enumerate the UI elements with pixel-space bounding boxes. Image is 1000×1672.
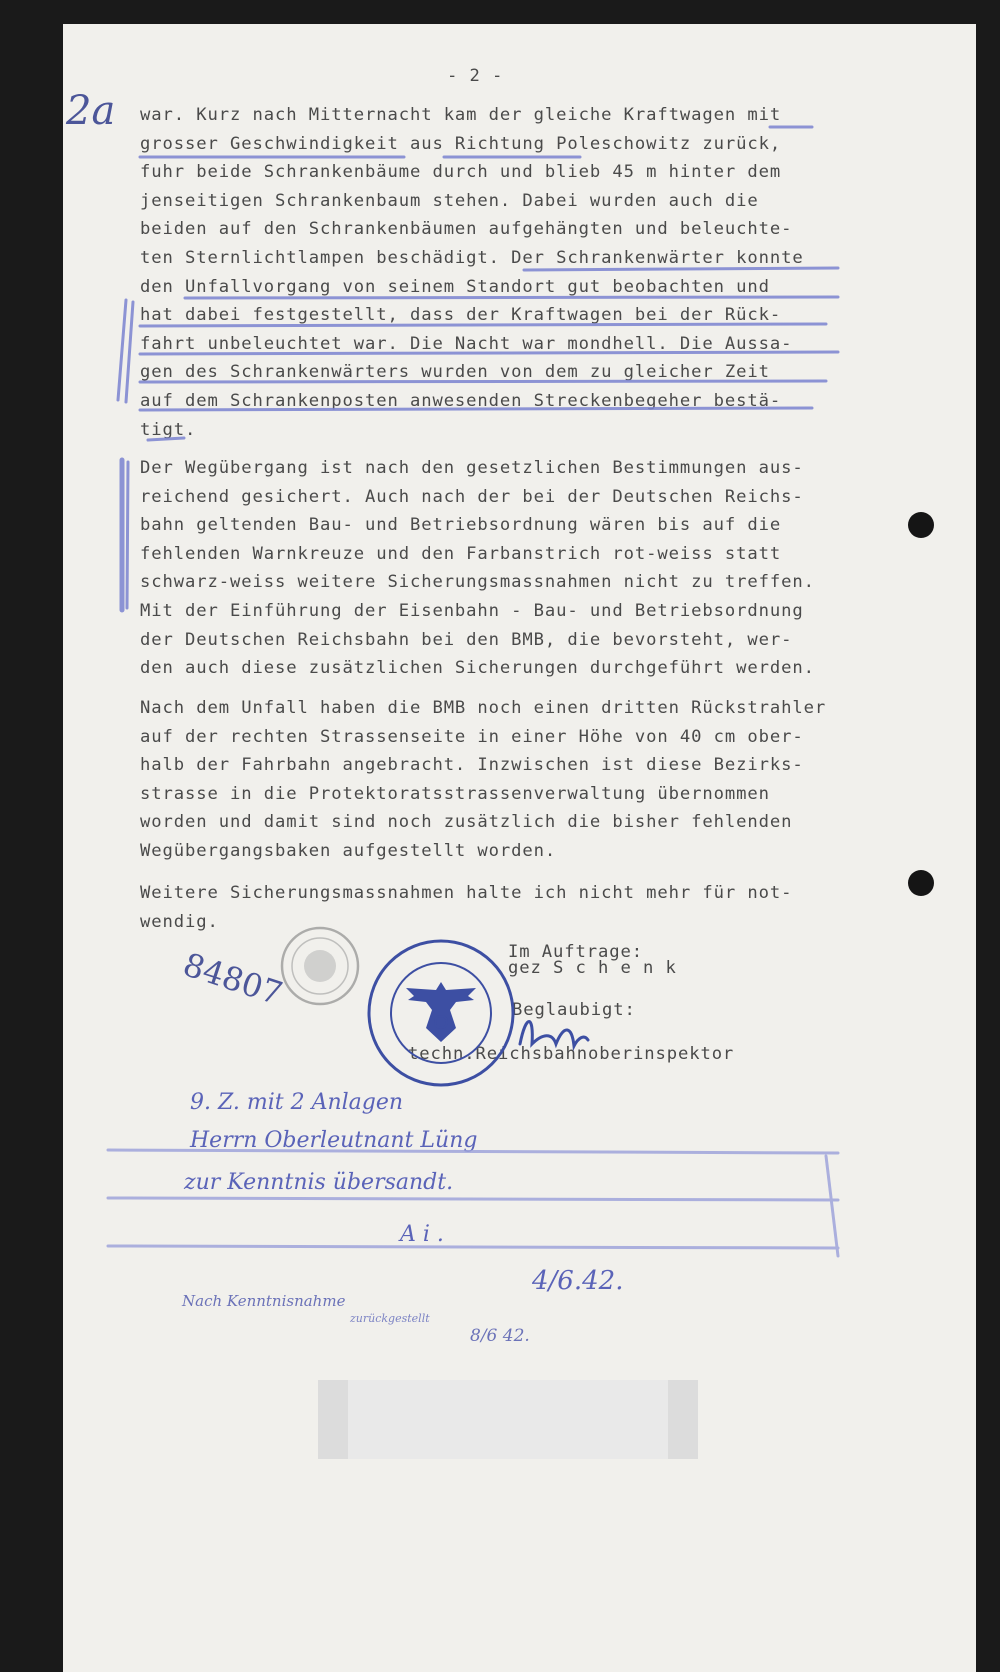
handwritten-line-2: Herrn Oberleutnant Lüng bbox=[190, 1128, 478, 1153]
handwritten-line-1: 9. Z. mit 2 Anlagen bbox=[190, 1090, 404, 1115]
handwritten-note-3: 8/6 42. bbox=[470, 1326, 530, 1346]
handwritten-date: 4/6.42. bbox=[532, 1266, 624, 1296]
paragraph-2: Der Wegübergang ist nach den gesetzlichen Bestimmungen aus- reichend gesichert. Auch nach der bei der Deutschen Reichs- bahn geltenden Bau- und Betriebsordnung wären bis auf die fehlenden Warnkreuze und den Farbanstrich rot-weiss statt schwarz-weiss weitere Sicherungsmassnahmen nicht zu treffen. Mit der Einführung der Eisenbahn - Bau- und Betriebsordnung der Deutschen Reichsbahn bei den BMB, die bevorsteht, wer- den auch diese zusätzlichen Sicherungen durchgeführt werden. bbox=[140, 458, 815, 679]
stamp-number: 84807 bbox=[178, 945, 288, 1013]
margin-note: 2a bbox=[66, 88, 116, 134]
handwritten-note-1: Nach Kenntnisnahme bbox=[182, 1292, 346, 1310]
paragraph-1: war. Kurz nach Mitternacht kam der gleiche Kraftwagen mit grosser Geschwindigkeit aus Richtung Poleschowitz zurück, fuhr beide Schrankenbäume durch und blieb 45 m hinter dem jenseitigen Schrankenbaum stehen. Dabei wurden auch die beiden auf den Schrankenbäumen aufgehängten und beleuchte- ten Sternlichtlampen beschädigt. Der Schrankenwärter konnte den Unfallvorgang von seinem Standort gut beobachten und hat dabei festgestellt, dass der Kraftwagen bei der Rück- fahrt unbeleuchtet war. Die Nacht war mondhell. Die Aussa- gen des Schrankenwärters wurden von dem zu gleicher Zeit auf dem Schrankenposten anwesenden Streckenbegeher bestä- tigt. bbox=[140, 105, 804, 440]
handwritten-note-2: zurückgestellt bbox=[350, 1312, 430, 1325]
page-number: - 2 - bbox=[447, 66, 504, 86]
handwritten-line-3: zur Kenntnis übersandt. bbox=[184, 1170, 454, 1195]
paragraph-4: Weitere Sicherungsmassnahmen halte ich nicht mehr für not- wendig. bbox=[140, 883, 793, 932]
signature-line-3: Beglaubigt: bbox=[512, 1000, 636, 1020]
signature-line-2: gez S c h e n k bbox=[508, 958, 677, 978]
signature-line-4: techn.Reichsbahnoberinspektor bbox=[408, 1044, 735, 1064]
paragraph-3: Nach dem Unfall haben die BMB noch einen dritten Rückstrahler auf der rechten Strassenseite in einer Höhe von 40 cm ober- halb der Fahrbahn angebracht. Inzwischen ist diese Bezirks- strasse in die Protektoratsstrassenverwaltung übernommen worden und damit sind noch zusätzlich die bisher fehlenden Wegübergangsbaken aufgestellt worden. bbox=[140, 698, 827, 861]
handwritten-line-4: A i . bbox=[400, 1222, 444, 1247]
signature-line-1: Im Auftrage: bbox=[508, 942, 643, 962]
